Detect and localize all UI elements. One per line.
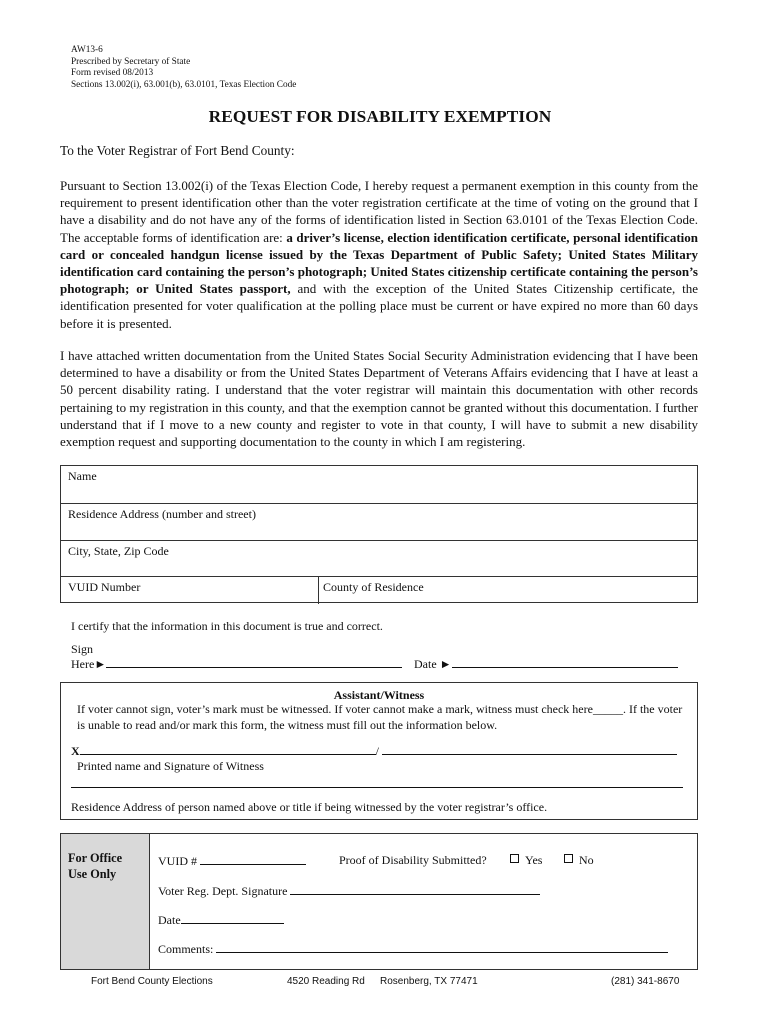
witness-residence-label: Residence Address of person named above or title if being witnessed by the voter registrar’s office. (71, 800, 548, 814)
office-vuid-row (158, 853, 306, 869)
office-date-label: Date (158, 913, 181, 927)
form-header (71, 45, 296, 91)
comments-label: Comments: (158, 942, 214, 956)
yes-label: Yes (525, 853, 543, 867)
footer-phone: (281) 341-8670 (611, 976, 680, 987)
witness-title: Assistant/Witness (333, 688, 425, 702)
form-id: AW13-6 (71, 45, 103, 55)
sign-label: Sign (71, 642, 94, 656)
county-field[interactable] (318, 577, 697, 604)
slash-separator: / (375, 744, 380, 758)
prescribed-by: Prescribed by Secretary of State (71, 56, 191, 67)
certification-statement: I certify that the information in this document is true and correct. (71, 619, 383, 633)
office-use-label-cell (61, 834, 150, 969)
revision-date: Form revised 08/2013 (71, 68, 154, 79)
name-field[interactable] (61, 466, 697, 504)
vuid-county-row (61, 577, 697, 604)
yes-checkbox[interactable] (510, 854, 519, 863)
city-state-zip-field[interactable] (61, 541, 697, 577)
x-mark: X (71, 744, 80, 758)
dept-signature-line[interactable] (290, 883, 540, 895)
signature-row (71, 656, 402, 672)
paragraph-request-rest: and with the exception of the United States Citizenship certificate, the identification presented for voter qualification at the polling place must be current or have expired no more than 60 days before it is presented. (60, 281, 699, 331)
no-label: No (579, 853, 594, 867)
paragraph-request (60, 177, 698, 332)
vuid-field[interactable] (61, 577, 318, 604)
signature-line[interactable] (106, 656, 402, 668)
no-option[interactable] (564, 853, 594, 868)
vuid-label: VUID Number (68, 580, 141, 594)
printed-name-label: Printed name and Signature of Witness (77, 759, 264, 773)
witness-box (60, 682, 698, 820)
date-label: Date ► (414, 657, 452, 671)
applicant-info-table (60, 465, 698, 603)
dept-signature-label: Voter Reg. Dept. Signature (158, 884, 288, 898)
footer-address: 4520 Reading Rd (287, 976, 365, 987)
footer-city: Rosenberg, TX 77471 (380, 976, 478, 987)
residence-label: Residence Address (number and street) (68, 507, 256, 521)
county-label: County of Residence (323, 580, 424, 594)
city-state-zip-label: City, State, Zip Code (68, 544, 169, 558)
office-vuid-label: VUID # (158, 854, 197, 868)
footer-org: Fort Bend County Elections (91, 976, 213, 987)
yes-option[interactable] (510, 853, 542, 868)
office-vuid-line[interactable] (200, 853, 306, 865)
date-line[interactable] (452, 656, 678, 668)
no-checkbox[interactable] (564, 854, 573, 863)
date-row (414, 656, 678, 672)
code-sections: Sections 13.002(i), 63.001(b), 63.0101, Texas Election Code (71, 79, 297, 90)
salutation: To the Voter Registrar of Fort Bend County: (60, 143, 295, 158)
office-label-line1: For Office (68, 851, 123, 865)
paragraph-request-id-list: a driver’s license, election identification certificate, personal identification card or concealed handgun license issued by the Texas Department of Public Safety; United States Military identification card containing the person’s photograph; United States citizenship certificate containing the person’s photograph; or United States passport, (60, 229, 698, 297)
office-use-label (68, 850, 122, 882)
comments-row (158, 941, 668, 957)
office-date-line[interactable] (181, 912, 284, 924)
paragraph-documentation: I have attached written documentation from the United States Social Security Administration evidencing that I have been determined to have a disability or from the United States Department of Veterans Affairs evidencing that I have at least a 50 percent disability rating. I understand that the voter registrar will maintain this documentation with other records pertaining to my registration in this county, and that the exemption cannot be granted without this documentation. I further understand that if I move to a new county and register to vote in that county, I will have to submit a new disability exemption request and supporting documentation to the county in which I am registering. (60, 348, 698, 450)
dept-signature-row (158, 883, 540, 899)
proof-row (339, 853, 487, 868)
witness-address-line[interactable] (71, 787, 683, 788)
office-date-row (158, 912, 284, 928)
witness-printed-name-line[interactable] (80, 743, 376, 755)
comments-line[interactable] (216, 941, 668, 953)
sign-here-label: Here► (71, 657, 107, 671)
office-use-box (60, 833, 698, 970)
paragraph-request-intro: Pursuant to Section 13.002(i) of the Texas Election Code, I hereby request a permanent exemption in this county from the requirement to present identification other than the voter registration certificate at the time of voting on the ground that I have a disability and do not have any of the forms of identification listed in Section 63.0101 of the Texas Election Code. The acceptable forms of identification are: (60, 178, 698, 245)
witness-signature-line[interactable] (382, 743, 677, 755)
form-title: REQUEST FOR DISABILITY EXEMPTION (208, 107, 552, 126)
witness-instructions: If voter cannot sign, voter’s mark must be witnessed. If voter cannot make a mark, witness must check here_____. If the voter is unable to read and/or mark this form, the witness must fill out the information below. (77, 702, 683, 732)
residence-field[interactable] (61, 504, 697, 541)
office-label-line2: Use Only (68, 867, 117, 881)
name-label: Name (68, 469, 97, 483)
proof-label: Proof of Disability Submitted? (339, 853, 487, 867)
witness-signature-row (71, 743, 677, 759)
